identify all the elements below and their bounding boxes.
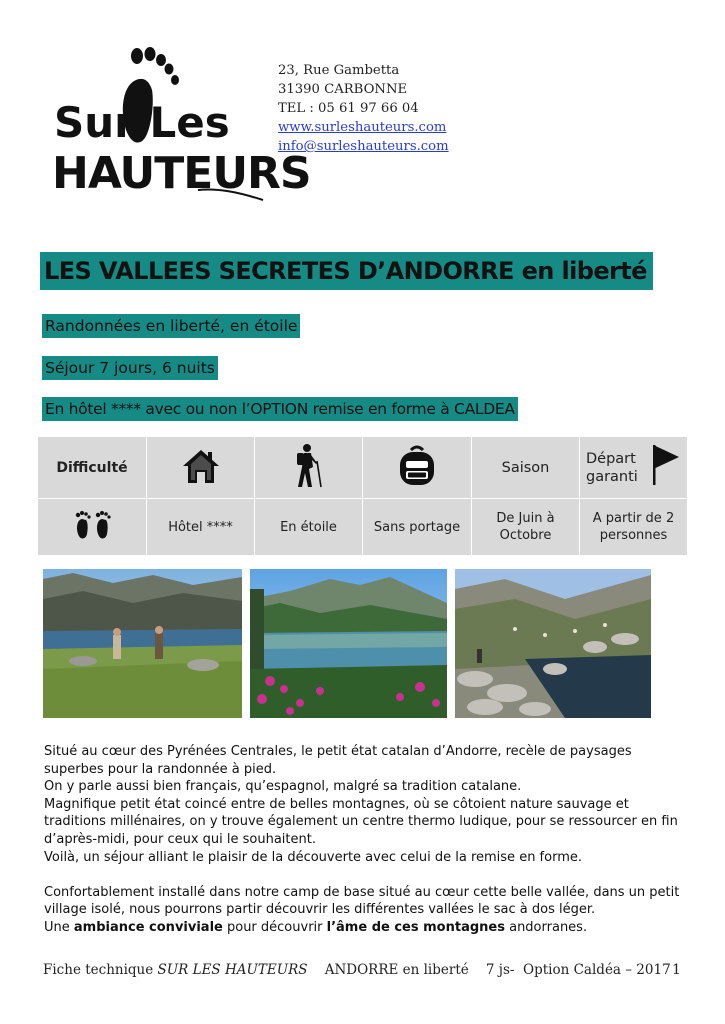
season-header: Saison [472,437,580,499]
hotel-cell [147,437,255,499]
departure-header [580,437,688,499]
season-value [472,499,580,556]
subtitle-hotel: En hôtel **** avec ou non l’OPTION remise en forme à CALDEA [42,397,518,421]
backpack-cell [363,437,472,499]
departure-label-1: Départ [586,450,636,467]
paragraph-base-camp: Confortablement installé dans notre camp de base situé au cœur cette belle vallée, dans un petit village isolé, nous pourrons partir découvrir les différentes vallées le sac à dos léger. [44,884,680,918]
departure-value-2: personnes [599,528,668,543]
photo-mountain-lake-flowers [250,569,447,718]
paragraph-intro: Situé au cœur des Pyrénées Centrales, le petit état catalan d’Andorre, recèle de paysages superbes pour la randonnée à pied. [44,744,632,777]
difficulty-header: Difficulté [38,437,147,499]
photo-rocky-lake [455,569,651,718]
hotel-value: Hôtel **** [147,499,255,556]
flag-icon [651,443,681,487]
logo-text-hauteurs: HAUTEURS [52,148,311,199]
house-icon [181,446,221,486]
highlight-mountains-soul: l’âme de ces montagnes [326,919,505,935]
footer-trip-info: ANDORRE en liberté 7 js- Option Caldéa – 2017 [307,962,671,978]
company-logo [48,42,311,210]
departure-value-1: A partir de 2 [592,511,675,526]
website-link[interactable]: www.surleshauteurs.com [278,120,447,135]
hiker-cell [255,437,363,499]
paragraph-languages: On y parle aussi bien français, qu’espagnol, malgré sa tradition catalane. [44,779,522,795]
address-city: 31390 CARBONNE [278,82,408,97]
title-main: LES VALLEES SECRETES D’ANDORRE [44,257,514,285]
paragraph-summary: Voilà, un séjour alliant le plaisir de la découverte avec celui de la remise en forme. [44,849,583,865]
footprints-icon [71,509,113,541]
page-title [40,252,653,290]
departure-label-2: garanti [586,468,638,485]
subtitle-hiking: Randonnées en liberté, en étoile [42,314,300,338]
formula-value: En étoile [255,499,363,556]
phone-number: TEL : 05 61 97 66 04 [278,101,419,116]
logo-text-sur: Sur Les [54,98,230,147]
backpack-icon [397,444,437,488]
email-link[interactable]: info@surleshauteurs.com [278,139,449,154]
page-footer: Fiche technique SUR LES HAUTEURS ANDORRE en liberté 7 js- Option Caldéa – 2017 [43,962,671,978]
subtitle-duration: Séjour 7 jours, 6 nuits [42,356,218,380]
footer-brand: SUR LES HAUTEURS [157,962,308,978]
highlight-ambiance: ambiance conviviale [73,919,223,935]
page-number: 1 [672,962,681,978]
difficulty-rating [38,499,147,556]
hiker-icon [292,443,326,489]
carrying-value: Sans portage [363,499,472,556]
info-table [37,436,688,556]
departure-value [580,499,688,556]
paragraph-mountains: Magnifique petit état coincé entre de belles montagnes, où se côtoient nature sauvage et traditions millénaires, on y trouve également un centre thermo ludique, pour se ressourcer en fin d’après-midi, pour ceux qui le souhaitent. [44,796,678,847]
address-street: 23, Rue Gambetta [278,63,400,78]
paragraph-ambiance: Une ambiance conviviale pour découvrir l’âme de ces montagnes andorranes. [44,919,588,935]
photo-hikers-lake [43,569,242,718]
season-value-1: De Juin à [496,511,555,526]
contact-block [278,61,449,156]
season-value-2: Octobre [499,528,552,543]
description-text [44,743,694,937]
title-suffix: en liberté [521,257,647,285]
